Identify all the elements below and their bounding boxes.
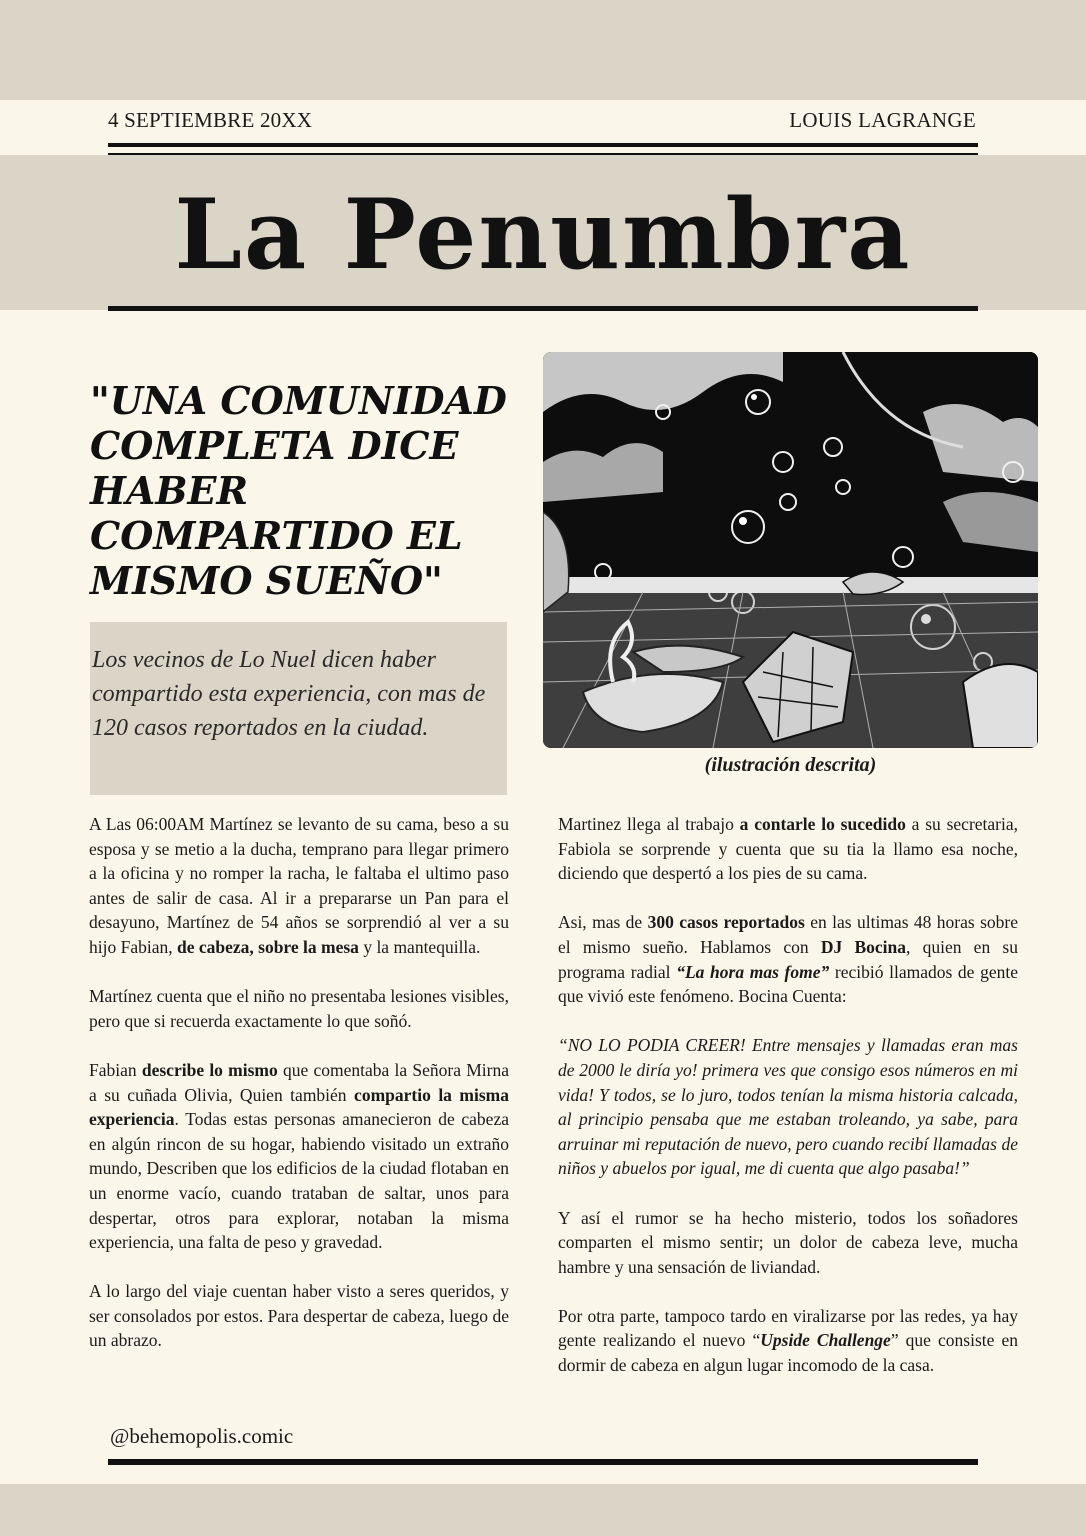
bold-text: de cabeza, sobre la mesa — [176, 936, 359, 957]
bold-text: compartio la misma experiencia — [89, 1084, 509, 1130]
article-illustration — [543, 352, 1038, 748]
bold-italic-text: “La hora mas fome” — [676, 961, 830, 982]
left-column — [89, 812, 509, 1378]
left-paragraph-3 — [89, 1058, 509, 1255]
bold-text: a contarle lo sucedido — [739, 814, 906, 834]
right-paragraph-2 — [558, 910, 1018, 1008]
author-name: LOUIS LAGRANGE — [789, 108, 976, 132]
right-paragraph-4 — [558, 1304, 1018, 1378]
text-run: Asi, mas de — [558, 912, 648, 933]
illustration-image — [543, 352, 1038, 748]
right-paragraph-3: Y así el rumor se ha hecho misterio, todos los soñadores comparten el mismo sentir; un dolor de cabeza leve, mucha hambre y una sensación de liviandad. — [558, 1207, 1018, 1277]
issue-date: 4 SEPTIEMBRE 20XX — [108, 108, 313, 132]
text-run: ” que consiste en dormir de cabeza en algun lugar incomodo de la casa. — [558, 1330, 1018, 1376]
bold-text: describe lo mismo — [141, 1059, 278, 1080]
top-rule-thick — [108, 143, 978, 147]
text-run: en las ultimas 48 horas sobre el mismo sueño. Hablamos con — [558, 912, 1018, 957]
text-run: , quien en su programa radial — [558, 936, 1018, 982]
bottom-band — [0, 1484, 1086, 1536]
text-run: a su secretaria, Fabiola se sorprende y cuenta que su tia la llamo esa noche, diciendo que despertó a los pies de su cama. — [558, 814, 1018, 884]
bold-italic-text: Upside Challenge — [760, 1330, 891, 1351]
text-run: que comentaba la Señora Mirna a su cuñada Olivia, Quien también — [89, 1059, 509, 1105]
masthead-rule — [108, 306, 978, 311]
article-headline: "UNA COMUNIDAD COMPLETA DICE HABER COMPARTIDO EL MISMO SUEÑO" — [90, 378, 507, 603]
left-paragraph-4: A lo largo del viaje cuentan haber visto a seres queridos, y ser consolados por estos. Para despertar de cabeza, luego de un abrazo. — [89, 1281, 509, 1351]
dj-quote: “NO LO PODIA CREER! Entre mensajes y llamadas eran mas de 2000 le diría yo! primera ves que consigo esos números en mi vida! Y todos, se lo juro, todos tenían la misma historia calcada, al principio pensaba que me estaban troleando, ya sabe, para arruinar mi reputación de nuevo, pero cuando recibí llamadas de niños y abuelos por igual, me di cuenta que algo pasaba!” — [558, 1035, 1018, 1179]
text-run: Martinez llega al trabajo — [558, 814, 740, 834]
right-paragraph-1 — [558, 812, 1018, 886]
top-band — [0, 0, 1086, 100]
top-rule-thin — [108, 153, 978, 155]
social-handle: @behemopolis.comic — [110, 1424, 294, 1448]
text-run: Fabian — [89, 1059, 142, 1080]
left-paragraph-2: Martínez cuenta que el niño no presentaba lesiones visibles, pero que si recuerda exactamente lo que soñó. — [89, 986, 509, 1031]
image-caption: (ilustración descrita) — [704, 754, 877, 776]
article-dek: Los vecinos de Lo Nuel dicen haber compartido esta experiencia, con mas de 120 casos reportados en la ciudad. — [92, 647, 486, 741]
text-run: A Las 06:00AM Martínez se levanto de su cama, beso a su esposa y se metio a la ducha, temprano para llegar primero a la oficina y no romper la racha, le faltaba el ultimo paso antes de salir de casa. Al ir a prepararse un Pan para el desayuno, Martínez de 54 años se sorprendió al ver a su hijo Fabian, — [89, 814, 509, 957]
bold-text: 300 casos reportados — [647, 912, 805, 933]
left-paragraph-1 — [89, 812, 509, 960]
bottom-rule — [108, 1459, 978, 1465]
text-run: y la mantequilla. — [358, 936, 481, 957]
text-run: recibió llamados de gente que vivió este fenómeno. Bocina Cuenta: — [558, 961, 1018, 1007]
right-column — [558, 812, 1018, 1402]
bold-text: DJ Bocina — [820, 936, 906, 957]
newspaper-masthead: La Penumbra — [174, 178, 912, 291]
text-run: Por otra parte, tampoco tardo en viralizarse por las redes, ya hay gente realizando el nuevo “ — [558, 1305, 1018, 1351]
text-run: . Todas estas personas amanecieron de cabeza en algún rincon de su hogar, habiendo visitado un extraño mundo, Describen que los edificios de la ciudad flotaban en un enorme vacío, cuando trataban de saltar, unos para despertar, otros para explorar, notaban la misma experiencia, una falta de peso y gravedad. — [89, 1109, 509, 1253]
